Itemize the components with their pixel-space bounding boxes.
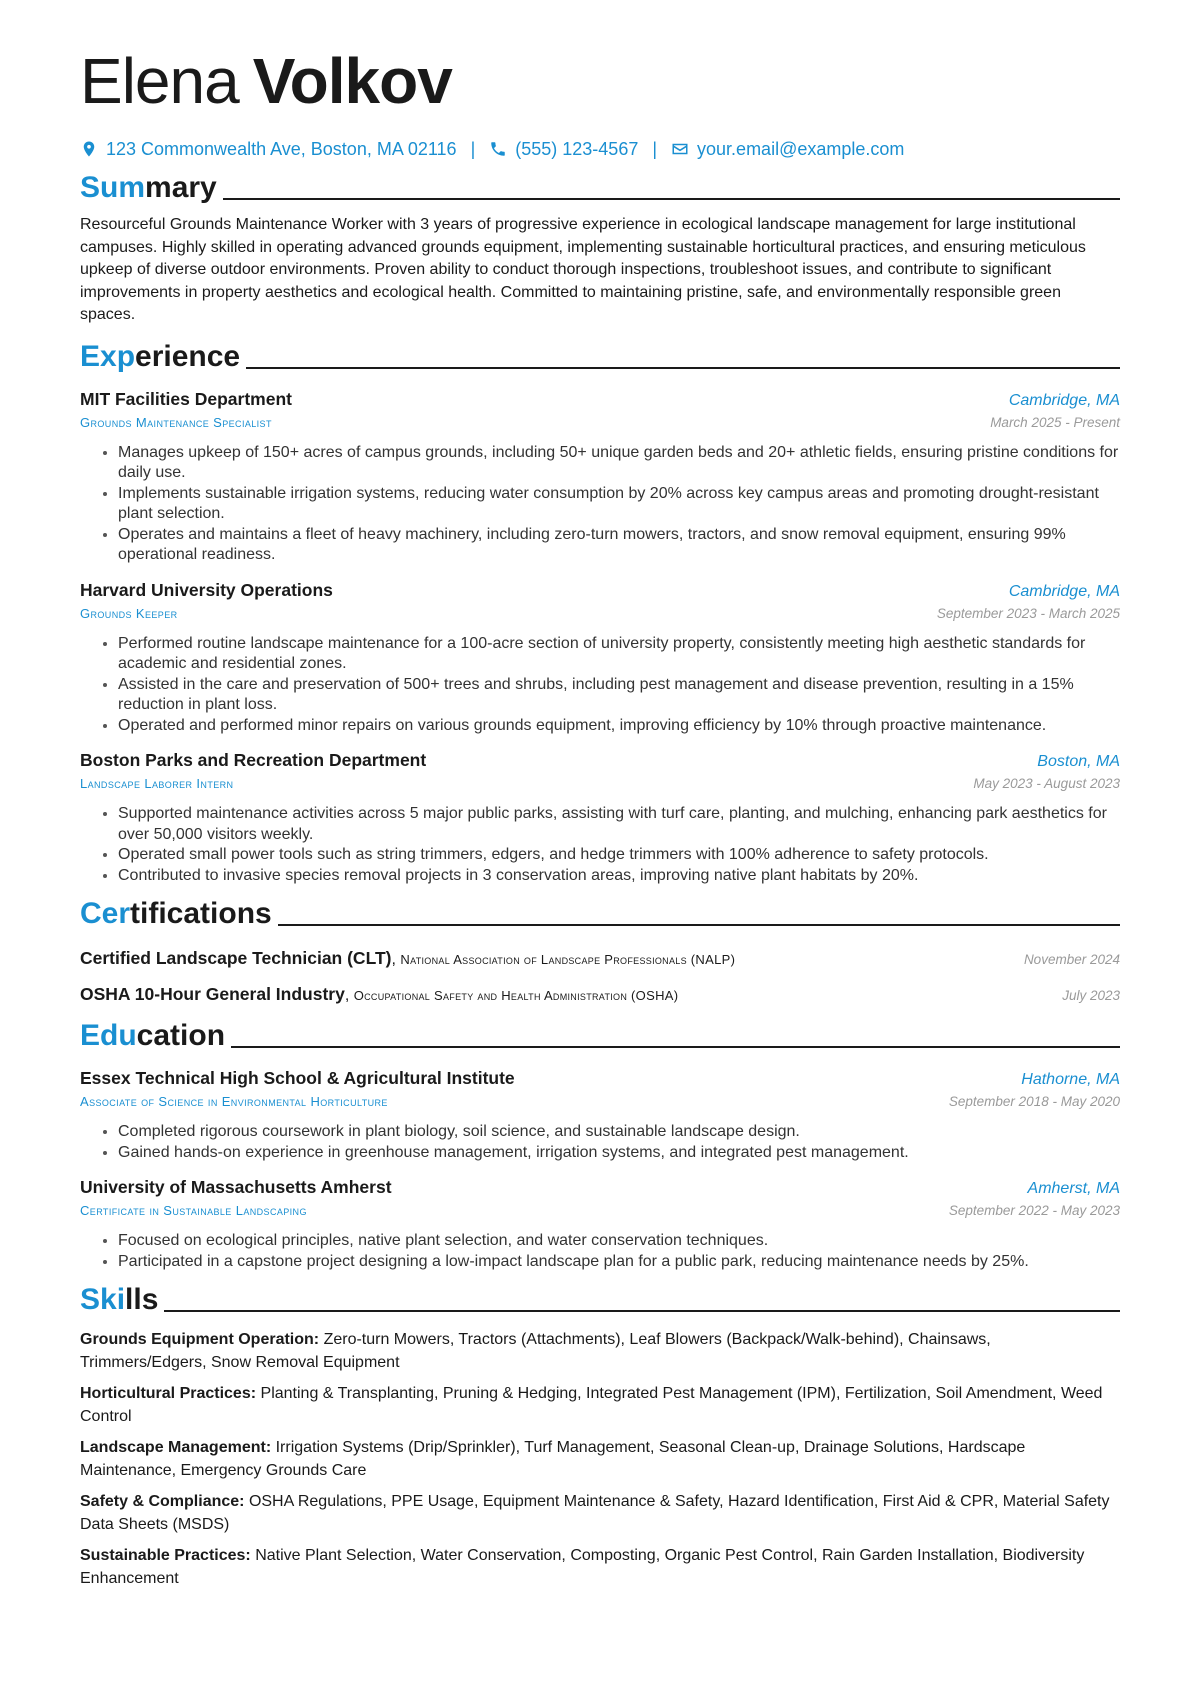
skill-label: Horticultural Practices: — [80, 1385, 257, 1402]
section-title: Certifications — [80, 897, 272, 930]
summary-text: Resourceful Grounds Maintenance Worker with 3 years of progressive experience in ecological landscape management for large institutional campuses. Highly skilled in operating advanced grounds equipment, implementing sustainable horticultural practices, and ensuring meticulous upkeep of diverse outdoor environments. Proven ability to conduct thorough inspections, troubleshoot issues, and contribute to significant improvements in property aesthetics and ecological health. Committed to maintaining pristine, safe, and environmentally responsible green spaces. — [80, 216, 1086, 323]
entry-location: Hathorne, MA — [1021, 1071, 1120, 1088]
contact-separator: | — [652, 138, 658, 159]
school-name: Essex Technical High School & Agricultural Institute — [80, 1068, 515, 1088]
certifications-heading — [80, 894, 1120, 934]
address-text: 123 Commonwealth Ave, Boston, MA 02116 — [106, 138, 457, 159]
skill-list: Zero-turn Mowers, Tractors (Attachments), Leaf Blowers (Backpack/Walk-behind), Chainsaws, Trimmers/Edgers, Snow Removal Equipment — [80, 1331, 991, 1371]
certification-date: July 2023 — [1062, 988, 1120, 1003]
skills-heading — [80, 1280, 1120, 1320]
section-rule — [278, 924, 1120, 926]
first-name: Elena — [80, 45, 239, 117]
employer-name: Boston Parks and Recreation Department — [80, 750, 427, 770]
bullet-item: • Implements sustainable irrigation systems, reducing water consumption by 20% across key campus areas and promoting drought-resistant plant selection. — [118, 484, 1120, 525]
map-pin-icon — [80, 140, 98, 158]
bullet-item: • Performed routine landscape maintenance for a 100-acre section of university property, consistently meeting high aesthetic standards for academic and residential zones. — [118, 634, 1120, 675]
bullet-item: • Supported maintenance activities across 5 major public parks, assisting with turf care, planting, and mulching, enhancing park aesthetics for over 50,000 visitors weekly. — [118, 804, 1120, 845]
skill-label: Landscape Management: — [80, 1439, 272, 1456]
entry-location: Amherst, MA — [1027, 1180, 1120, 1197]
section-title: Summary — [80, 171, 217, 204]
education-entry — [80, 1175, 1120, 1272]
skill-group — [80, 1383, 1120, 1428]
address-item — [80, 139, 457, 160]
job-title: Grounds Maintenance Specialist — [80, 414, 272, 430]
education-entry — [80, 1066, 1120, 1163]
bullet-item: • Participated in a capstone project designing a low-impact landscape plan for a public park, reducing maintenance needs by 25%. — [118, 1252, 1120, 1273]
skill-group — [80, 1545, 1120, 1590]
certification-name: OSHA 10-Hour General Industry — [80, 984, 345, 1004]
skill-list: Planting & Transplanting, Pruning & Hedging, Integrated Pest Management (IPM), Fertilization, Soil Amendment, Weed Control — [80, 1385, 1103, 1425]
bullet-item: • Operates and maintains a fleet of heavy machinery, including zero-turn mowers, tractors, and snow removal equipment, ensuring 99% operational readiness. — [118, 525, 1120, 566]
bullet-item: • Operated small power tools such as string trimmers, edgers, and hedge trimmers with 100% adherence to safety protocols. — [118, 845, 1120, 866]
bullet-list — [80, 804, 1120, 886]
bullet-item: • Operated and performed minor repairs on various grounds equipment, improving efficiency by 10% through proactive maintenance. — [118, 716, 1120, 737]
education-heading — [80, 1016, 1120, 1056]
certification-issuer: Occupational Safety and Health Administration (OSHA) — [353, 988, 679, 1003]
certification-date: November 2024 — [1023, 952, 1120, 967]
certification-entry: Certified Landscape Technician (CLT), National Association of Landscape Professionals (NALP) November 2024 — [80, 948, 1120, 968]
entry-location: Cambridge, MA — [1008, 391, 1120, 409]
job-title: Landscape Laborer Intern — [80, 776, 234, 791]
experience-entry — [80, 387, 1120, 566]
bullet-list — [80, 1122, 1120, 1163]
skill-group — [80, 1437, 1120, 1482]
contact-bar — [80, 134, 1120, 164]
bullet-item: • Gained hands-on experience in greenhouse management, irrigation systems, and integrated pest management. — [118, 1143, 1120, 1164]
resume-page — [80, 0, 1120, 1590]
employer-name: Harvard University Operations — [80, 579, 333, 600]
section-title: Skills — [80, 1283, 159, 1316]
bullet-item: • Assisted in the care and preservation of 500+ trees and shrubs, including pest management and disease prevention, resulting in a 15% reduction in plant loss. — [118, 675, 1120, 716]
entry-dates: September 2022 - May 2023 — [948, 1203, 1120, 1218]
job-title: Grounds Keeper — [80, 605, 178, 621]
bullet-list — [80, 443, 1120, 566]
degree-title: Certificate in Sustainable Landscaping — [80, 1203, 307, 1218]
skill-list: Irrigation Systems (Drip/Sprinkler), Turf Management, Seasonal Clean-up, Drainage Solutions, Hardscape Maintenance, Emergency Grounds Care — [80, 1439, 1026, 1479]
summary-heading — [80, 168, 1120, 208]
last-name: Volkov — [252, 45, 452, 117]
candidate-name — [80, 42, 1120, 120]
section-rule — [164, 1310, 1120, 1312]
experience-heading — [80, 337, 1120, 377]
phone-icon — [489, 140, 507, 158]
employer-name: MIT Facilities Department — [80, 388, 292, 409]
skill-group — [80, 1329, 1120, 1374]
certification-entry: OSHA 10-Hour General Industry, Occupational Safety and Health Administration (OSHA) July 2023 — [80, 984, 1120, 1004]
bullet-item: • Contributed to invasive species removal projects in 3 conservation areas, improving native plant habitats by 20%. — [118, 866, 1120, 887]
skill-list: Native Plant Selection, Water Conservation, Composting, Organic Pest Control, Rain Garden Installation, Biodiversity Enhancement — [80, 1547, 1085, 1587]
section-title: Experience — [80, 339, 241, 373]
skill-label: Sustainable Practices: — [80, 1547, 251, 1564]
envelope-icon — [671, 140, 689, 158]
skill-group — [80, 1491, 1120, 1536]
entry-location: Boston, MA — [1037, 753, 1120, 770]
email-link[interactable]: your.email@example.com — [697, 138, 905, 159]
bullet-item: • Completed rigorous coursework in plant biology, soil science, and sustainable landscape design. — [118, 1122, 1120, 1143]
bullet-list — [80, 634, 1120, 737]
section-rule — [231, 1046, 1120, 1048]
bullet-item: • Manages upkeep of 150+ acres of campus grounds, including 50+ unique garden beds and 20+ athletic fields, ensuring pristine conditions for daily use. — [118, 443, 1120, 484]
experience-entry — [80, 748, 1120, 886]
bullet-list — [80, 1231, 1120, 1272]
section-title: Education — [80, 1019, 226, 1052]
contact-separator: | — [470, 138, 476, 159]
email-item — [671, 139, 904, 160]
section-rule — [246, 367, 1120, 369]
entry-dates: September 2018 - May 2020 — [948, 1094, 1120, 1109]
entry-location: Cambridge, MA — [1008, 582, 1120, 600]
skill-label: Safety & Compliance: — [80, 1493, 245, 1510]
school-name: University of Massachusetts Amherst — [80, 1177, 392, 1197]
phone-item — [489, 139, 638, 160]
section-rule — [223, 198, 1120, 200]
bullet-item: • Focused on ecological principles, native plant selection, and water conservation techniques. — [118, 1231, 1120, 1252]
degree-title: Associate of Science in Environmental Horticulture — [80, 1094, 388, 1109]
skill-list: OSHA Regulations, PPE Usage, Equipment Maintenance & Safety, Hazard Identification, First Aid & CPR, Material Safety Data Sheets (MSDS) — [80, 1493, 1110, 1533]
entry-dates: May 2023 - August 2023 — [973, 776, 1120, 791]
certification-issuer: National Association of Landscape Professionals (NALP) — [400, 952, 736, 967]
entry-dates: March 2025 - Present — [990, 414, 1120, 430]
entry-dates: September 2023 - March 2025 — [936, 605, 1120, 621]
experience-entry — [80, 578, 1120, 737]
certification-name: Certified Landscape Technician (CLT) — [80, 948, 392, 968]
phone-link[interactable]: (555) 123-4567 — [515, 138, 639, 159]
skill-label: Grounds Equipment Operation: — [80, 1331, 320, 1348]
